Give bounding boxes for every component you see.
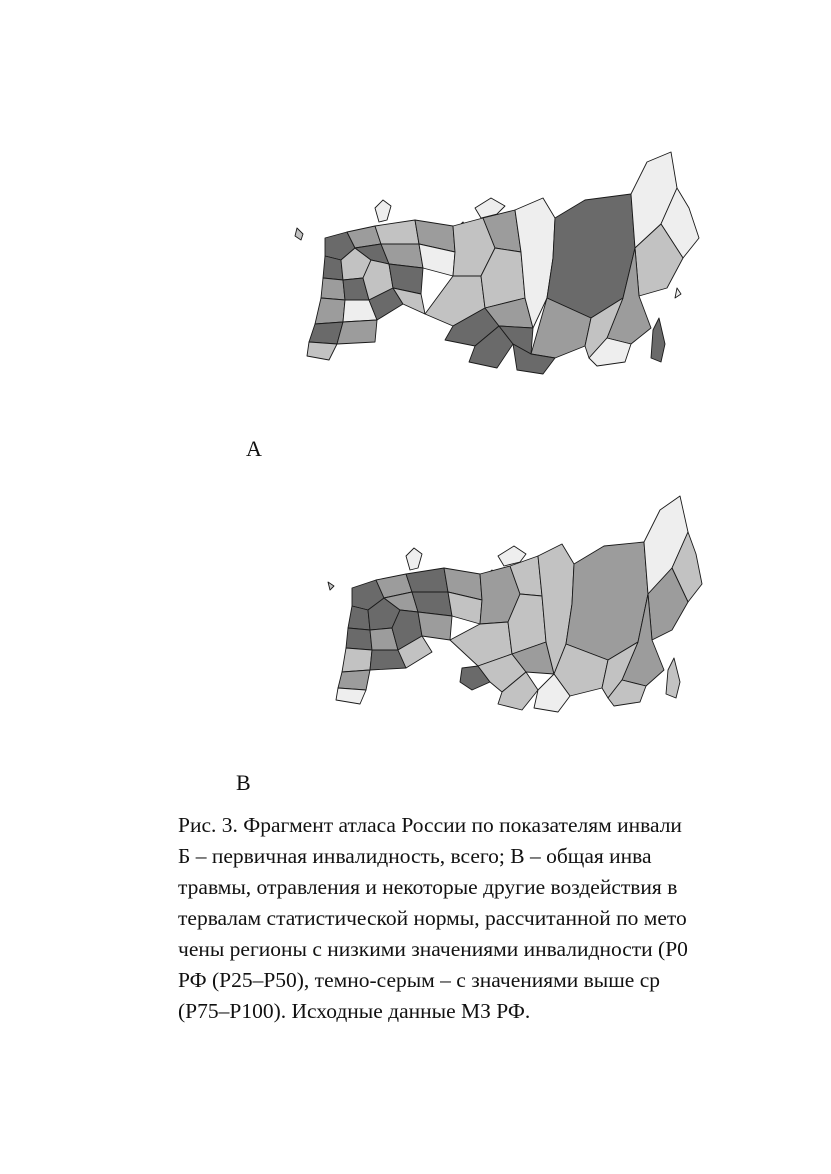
russia-map-a bbox=[285, 148, 705, 383]
region bbox=[651, 318, 665, 362]
map-panel-b bbox=[322, 490, 704, 715]
region bbox=[406, 548, 422, 570]
region bbox=[307, 342, 337, 360]
region bbox=[375, 200, 391, 222]
region bbox=[336, 688, 366, 704]
region bbox=[321, 278, 345, 300]
region bbox=[566, 542, 648, 660]
caption-line-7: (Р75–Р100). Исходные данные МЗ РФ. bbox=[178, 999, 531, 1023]
russia-map-b bbox=[322, 490, 704, 715]
region bbox=[675, 288, 681, 298]
region bbox=[328, 582, 334, 590]
region bbox=[295, 228, 303, 240]
region bbox=[338, 670, 370, 690]
caption-line-2: Б – первичная инвалидность, всего; В – общая инва bbox=[178, 844, 652, 868]
region bbox=[348, 606, 370, 630]
caption-line-6: РФ (Р25–Р50), темно-серым – с значениями выше ср bbox=[178, 968, 660, 992]
panel-label-a: А bbox=[246, 436, 262, 461]
region bbox=[337, 320, 377, 344]
map-panel-a bbox=[285, 148, 705, 383]
region bbox=[342, 648, 372, 672]
region bbox=[375, 220, 419, 244]
region bbox=[406, 568, 448, 592]
caption-line-3: травмы, отравления и некоторые другие воздействия в bbox=[178, 875, 678, 899]
caption-line-4: тервалам статистической нормы, рассчитанной по мето bbox=[178, 906, 687, 930]
panel-label-b: В bbox=[236, 770, 251, 795]
region bbox=[315, 298, 345, 324]
caption-line-5: чены регионы с низкими значениями инвалидности (Р0 bbox=[178, 937, 688, 961]
region bbox=[323, 256, 343, 280]
region bbox=[418, 612, 452, 640]
figure-caption bbox=[178, 810, 831, 1027]
region bbox=[346, 628, 372, 650]
region bbox=[666, 658, 680, 698]
caption-line-1: Рис. 3. Фрагмент атласа России по показателям инвали bbox=[178, 813, 682, 837]
